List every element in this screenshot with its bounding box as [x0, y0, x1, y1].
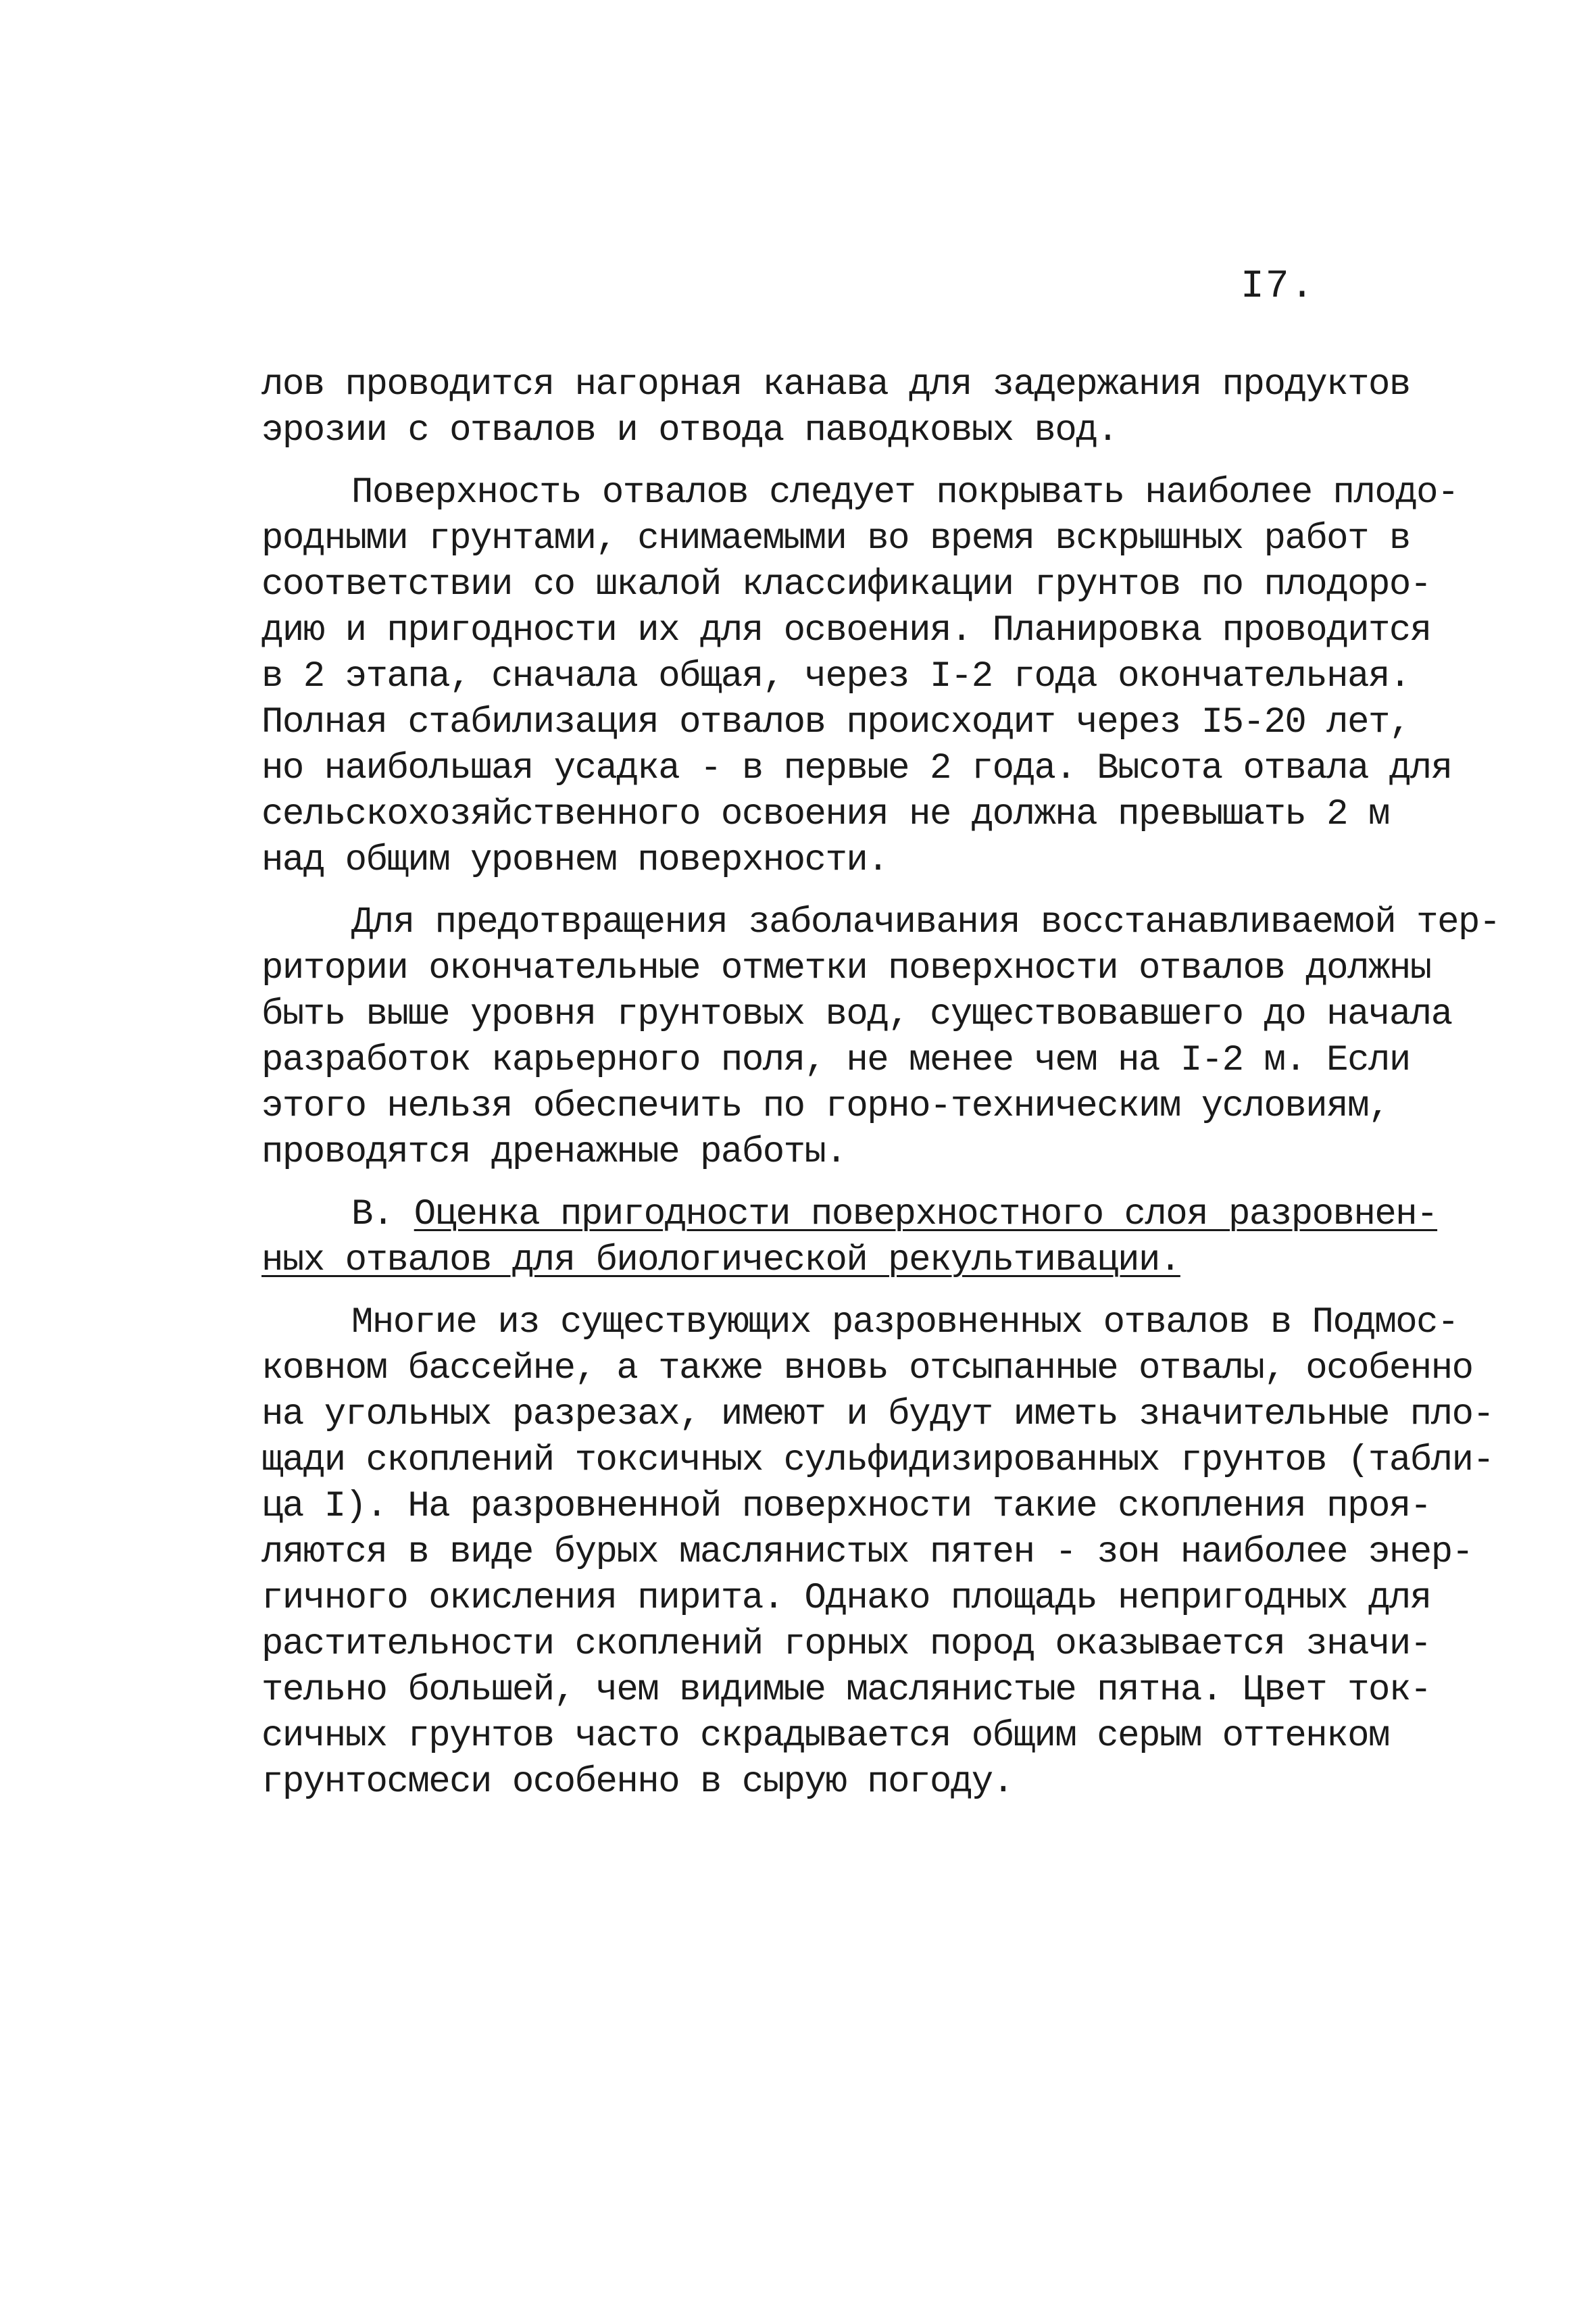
text-line: сичных грунтов часто скрадывается общим серым оттенком — [261, 1716, 1389, 1757]
text-line: растительности скоплений горных пород оказывается значи- — [261, 1624, 1431, 1665]
heading-line-1 — [351, 1192, 1437, 1238]
text-line: ца I). На разровненной поверхности такие скопления проя- — [261, 1486, 1431, 1527]
text-line: Полная стабилизация отвалов происходит через I5-20 лет, — [261, 702, 1410, 743]
text-line: родными грунтами, снимаемыми во время вскрышных работ в — [261, 518, 1410, 559]
text-line: в 2 этапа, сначала общая, через I-2 года окончательная. — [261, 656, 1410, 697]
text-line: Для предотвращения заболачивания восстанавливаемой тер- — [351, 902, 1500, 943]
text-line: быть выше уровня грунтовых вод, существовавшего до начала — [261, 994, 1452, 1035]
text-line: но наибольшая усадка - в первые 2 года. Высота отвала для — [261, 748, 1452, 789]
heading-text: Оценка пригодности поверхностного слоя разровнен- — [414, 1194, 1438, 1235]
text-line: Поверхность отвалов следует покрывать наиболее плодо- — [351, 472, 1458, 514]
text-line: этого нельзя обеспечить по горно-техническим условиям, — [261, 1086, 1389, 1127]
text-line: тельно большей, чем видимые маслянистые пятна. Цвет ток- — [261, 1670, 1431, 1711]
text-line: на угольных разрезах, имеют и будут иметь значительные пло- — [261, 1394, 1494, 1435]
section-marker: В. — [351, 1194, 393, 1235]
text-line: ритории окончательные отметки поверхности отвалов должны — [261, 948, 1431, 989]
text-line: эрозии с отвалов и отвода паводковых вод. — [261, 410, 1118, 451]
text-line: щади скоплений токсичных сульфидизированных грунтов (табли- — [261, 1440, 1494, 1481]
heading-line-2: ных отвалов для биологической рекультивации. — [261, 1240, 1180, 1281]
text-line: соответствии со шкалой классификации грунтов по плодоро- — [261, 564, 1431, 605]
text-line: дию и пригодности их для освоения. Планировка проводится — [261, 610, 1431, 651]
text-line: сельскохозяйственного освоения не должна превышать 2 м — [261, 794, 1389, 835]
text-line: лов проводится нагорная канава для задержания продуктов — [261, 364, 1410, 405]
text-line: над общим уровнем поверхности. — [261, 840, 889, 881]
text-line: Многие из существующих разровненных отвалов в Подмос- — [351, 1302, 1458, 1343]
text-line: ковном бассейне, а также вновь отсыпанные отвалы, особенно — [261, 1348, 1473, 1389]
text-line: разработок карьерного поля, не менее чем на I-2 м. Если — [261, 1040, 1410, 1081]
page-number: I7. — [1241, 265, 1316, 309]
text-line: ляются в виде бурых маслянистых пятен - зон наиболее энер- — [261, 1532, 1473, 1573]
text-line: грунтосмеси особенно в сырую погоду. — [261, 1762, 1014, 1803]
text-line: проводятся дренажные работы. — [261, 1132, 847, 1173]
text-line: гичного окисления пирита. Однако площадь непригодных для — [261, 1578, 1431, 1619]
